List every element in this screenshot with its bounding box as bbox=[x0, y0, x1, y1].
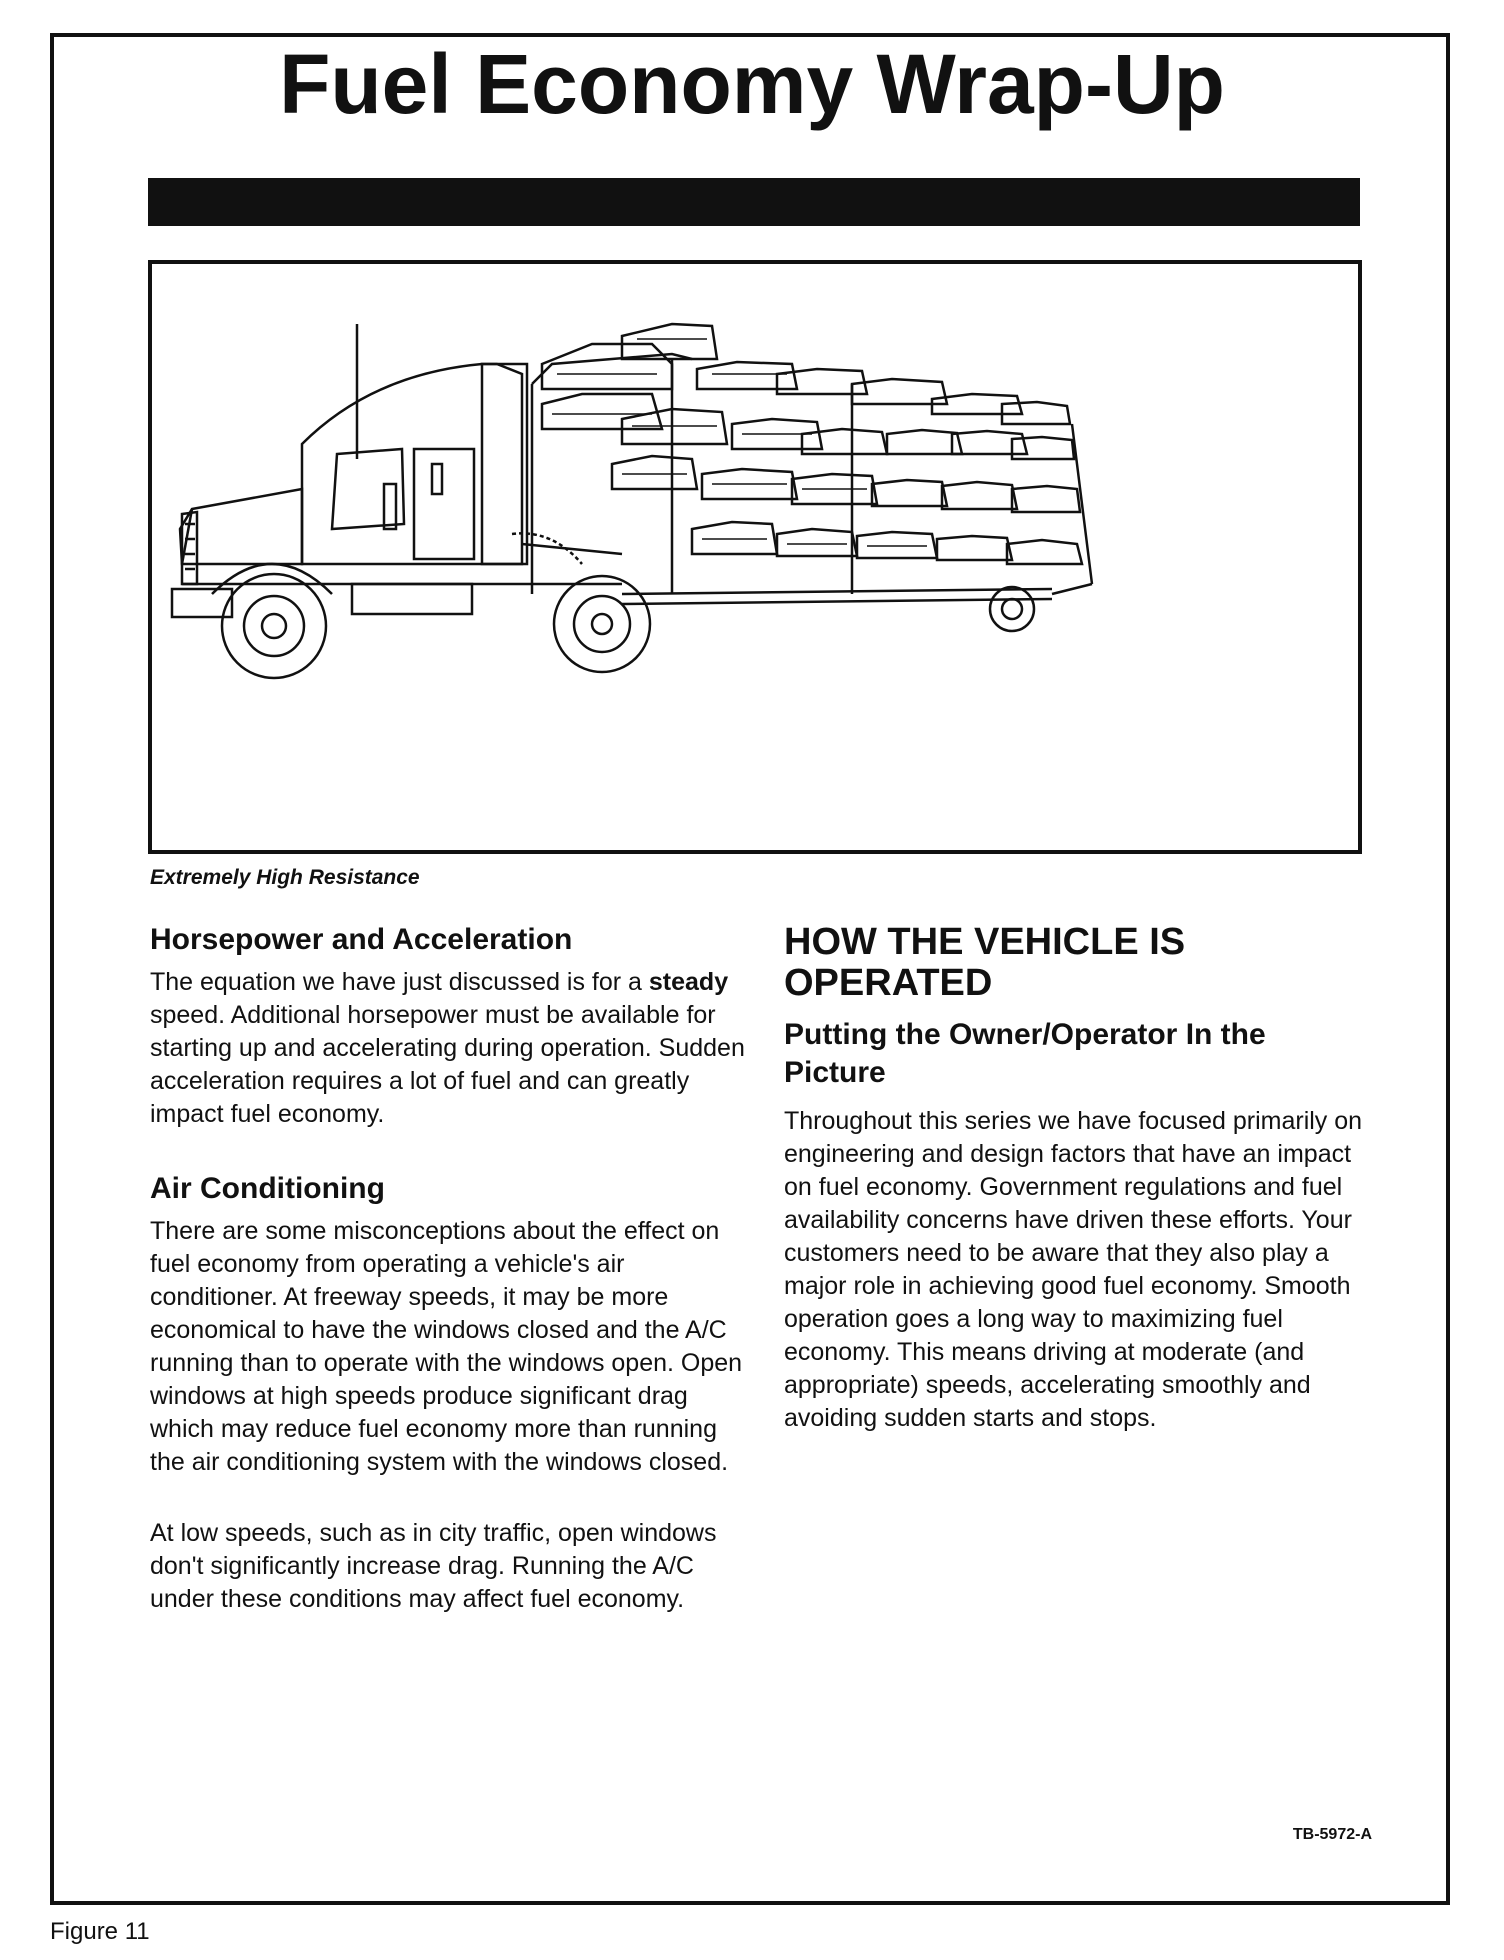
document-code: TB-5972-A bbox=[1292, 1826, 1372, 1843]
page-title: Fuel Economy Wrap-Up bbox=[279, 37, 1225, 131]
title-underline-bar bbox=[148, 178, 1360, 226]
owner-operator-paragraph: Throughout this series we have focused primarily on engineering and design factors that have an impact on fuel economy. Government regulations and fuel availability concerns have driven these efforts. Your customers need to be aware that they also play a major role in achieving good fuel economy. Smooth operation goes a long way to maximizing fuel economy. This means driving at moderate (and appropriate) speeds, accelerating smoothly and avoiding sudden starts and stops. bbox=[784, 1107, 1363, 1433]
truck-caps bbox=[542, 324, 1082, 564]
horsepower-paragraph bbox=[150, 966, 750, 1131]
air-conditioning-paragraph-1: There are some misconceptions about the effect on fuel economy from operating a vehicle's air conditioner. At freeway speeds, it may be more economical to have the windows closed and the A/C running than to operate with the windows open. Open windows at high speeds produce significant drag which may reduce fuel economy more than running the air conditioning system with the windows closed. bbox=[150, 1217, 743, 1476]
air-conditioning-heading: Air Conditioning bbox=[150, 1172, 385, 1205]
illustration-caption: Extremely High Resistance bbox=[150, 866, 420, 889]
horsepower-text-end: speed. Additional horsepower must be available for starting up and accelerating during operation. Sudden acceleration requires a lot of fuel and can greatly impact fuel economy. bbox=[150, 1001, 745, 1128]
truck-illustration bbox=[148, 260, 1362, 854]
truck-hauling-truck-caps-drawing bbox=[152, 264, 1358, 850]
figure-label: Figure 11 bbox=[50, 1918, 150, 1945]
horsepower-heading: Horsepower and Acceleration bbox=[150, 923, 573, 956]
right-column bbox=[784, 922, 1374, 1435]
left-column bbox=[150, 922, 750, 1616]
horsepower-text-start: The equation we have just discussed is for a bbox=[150, 968, 649, 996]
owner-operator-subheading: Putting the Owner/Operator In the Picture bbox=[784, 1018, 1266, 1089]
steady-emphasis: steady bbox=[648, 968, 729, 996]
air-conditioning-paragraph-2: At low speeds, such as in city traffic, open windows don't significantly increase drag. Running the A/C under these conditions may affect fuel economy. bbox=[150, 1519, 717, 1613]
vehicle-operated-heading: HOW THE VEHICLE IS OPERATED bbox=[784, 921, 1186, 1005]
